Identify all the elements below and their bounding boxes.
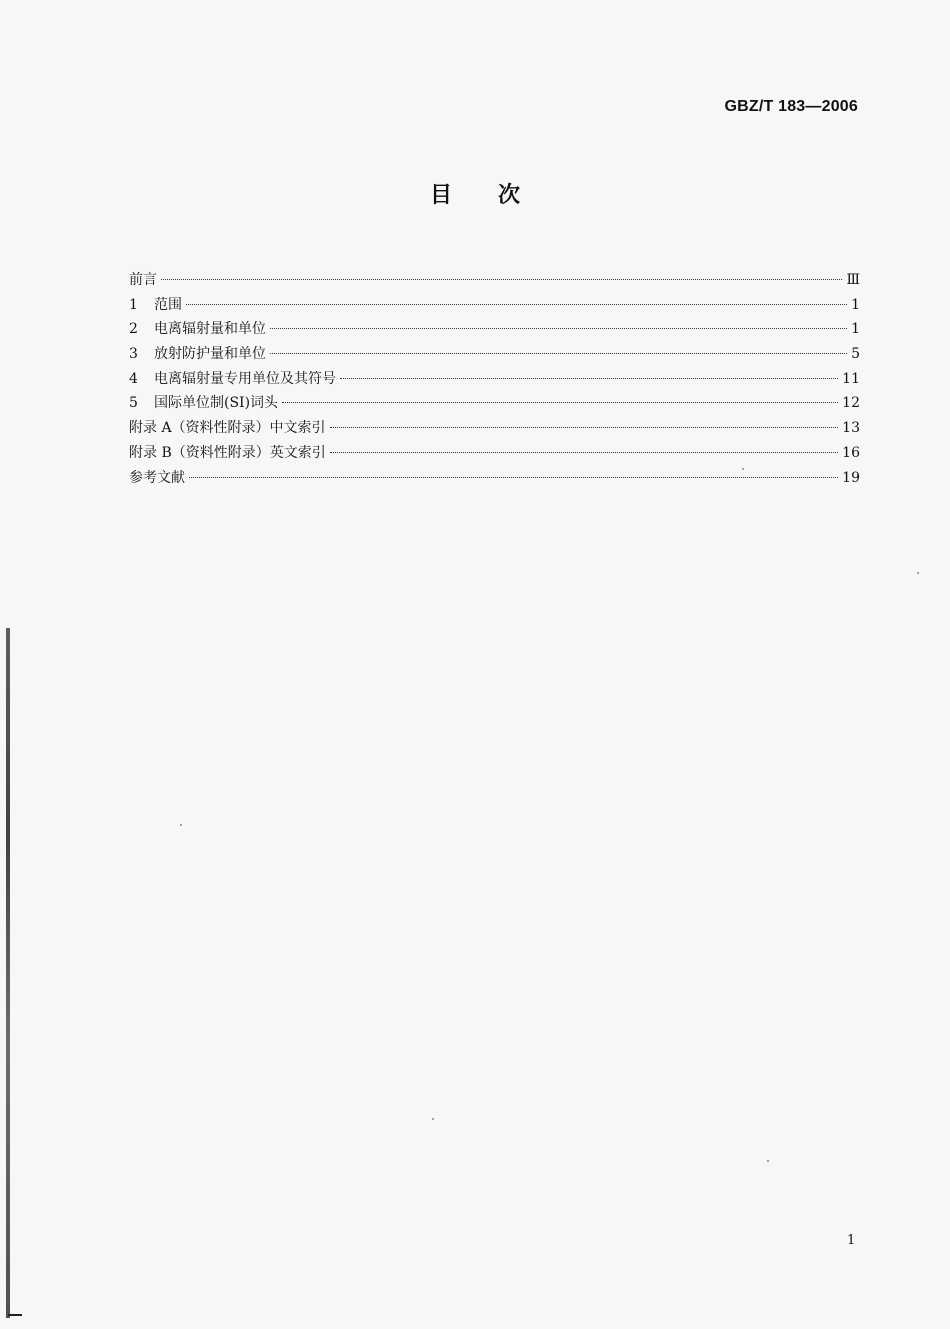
toc-entry-si-prefixes[interactable]	[129, 391, 860, 416]
toc-entry-number: 3	[129, 346, 138, 363]
toc-entry-label: 参考文献	[129, 469, 185, 486]
toc-dot-leader	[282, 402, 838, 403]
toc-entry-page: 1	[851, 321, 860, 338]
page-number: 1	[847, 1233, 856, 1248]
toc-dot-leader	[161, 279, 842, 280]
toc-dot-leader	[189, 477, 838, 478]
toc-entry-references[interactable]	[129, 466, 860, 491]
toc-dot-leader	[340, 378, 838, 379]
table-of-contents	[129, 268, 860, 490]
toc-entry-appendix-b[interactable]	[129, 441, 860, 466]
toc-entry-number: 5	[129, 395, 138, 412]
toc-entry-number: 2	[129, 321, 138, 338]
toc-entry-label: 国际单位制(SI)词头	[154, 395, 279, 412]
toc-dot-leader	[330, 452, 838, 453]
toc-entry-radiation-protection-quantities[interactable]	[129, 342, 860, 367]
scan-speck	[742, 468, 744, 470]
toc-dot-leader	[186, 304, 847, 305]
toc-entry-scope[interactable]	[129, 293, 860, 318]
toc-entry-special-units[interactable]	[129, 367, 860, 392]
toc-entry-page: 13	[842, 420, 860, 437]
page-title: 目次	[429, 183, 566, 208]
toc-dot-leader	[330, 427, 839, 428]
toc-entry-label: 放射防护量和单位	[154, 346, 266, 363]
scan-speck	[180, 824, 182, 826]
toc-entry-page: 19	[842, 469, 860, 486]
scan-speck	[432, 1118, 434, 1120]
toc-entry-page: 5	[851, 346, 860, 363]
toc-entry-preface[interactable]	[129, 268, 860, 293]
toc-entry-label: 前言	[129, 272, 157, 288]
toc-dot-leader	[270, 328, 847, 329]
standard-code: GBZ/T 183—2006	[724, 98, 858, 115]
toc-entry-page: 12	[842, 395, 860, 412]
toc-entry-label: 电离辐射量专用单位及其符号	[154, 370, 336, 387]
scan-binding-shadow	[6, 628, 10, 1318]
toc-entry-appendix-a[interactable]	[129, 416, 860, 441]
toc-entry-ionizing-radiation-quantities[interactable]	[129, 317, 860, 342]
toc-entry-page: 16	[842, 444, 860, 461]
scan-speck	[767, 1160, 769, 1162]
toc-entry-page: 11	[842, 370, 860, 387]
toc-entry-label: 附录 A（资料性附录）中文索引	[129, 420, 326, 437]
toc-dot-leader	[270, 353, 847, 354]
toc-entry-page: Ⅲ	[846, 272, 860, 288]
toc-entry-label: 电离辐射量和单位	[154, 321, 266, 338]
toc-entry-page: 1	[851, 296, 860, 313]
toc-entry-number: 4	[129, 370, 138, 387]
toc-entry-label: 附录 B（资料性附录）英文索引	[129, 444, 326, 461]
toc-entry-number: 1	[129, 296, 138, 313]
toc-entry-label: 范围	[154, 296, 182, 313]
scan-edge-mark	[8, 1314, 22, 1316]
scan-speck	[917, 572, 919, 574]
